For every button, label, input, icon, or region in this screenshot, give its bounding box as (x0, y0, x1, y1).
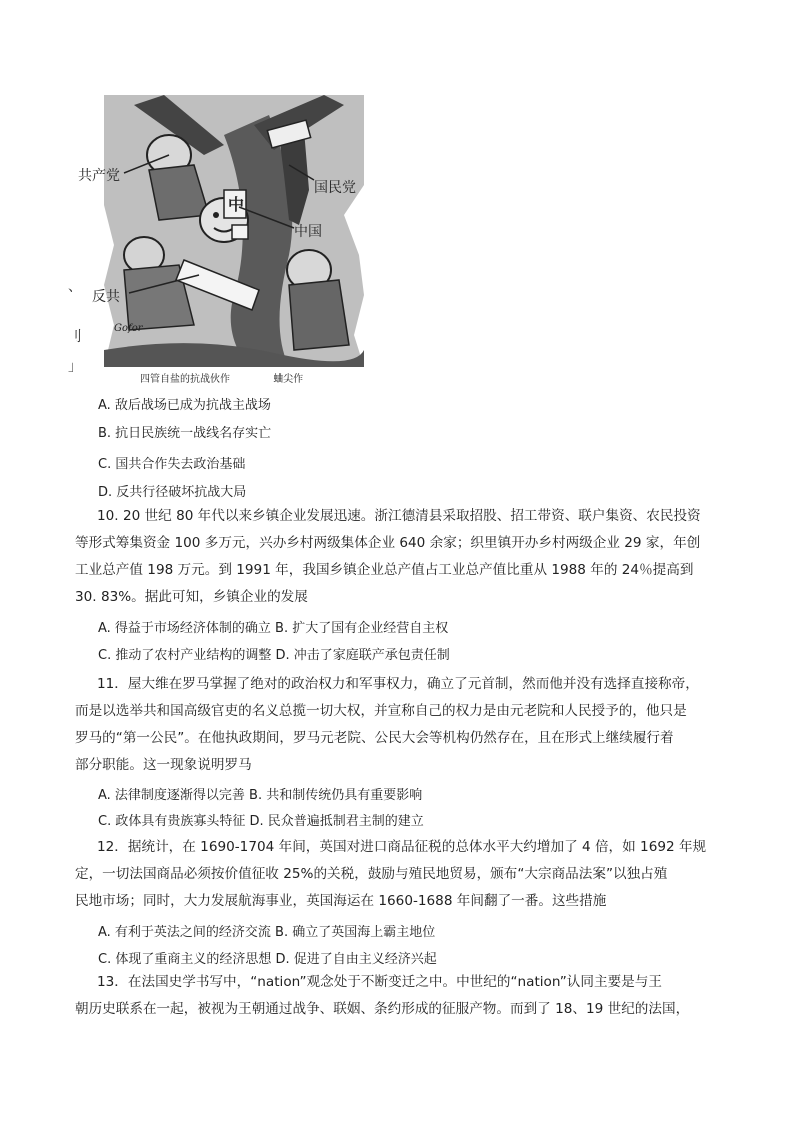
inner-zhong: 中 (228, 195, 245, 214)
q11-line: 而是以选举共和国高级官吏的名义总揽一切大权，并宣称自己的权力是由元老院和人民授予的，他只是 (75, 703, 687, 719)
q9-option-c: C. 国共合作失去政治基础 (98, 457, 246, 472)
q9-option-a: A. 敌后战场已成为抗战主战场 (98, 398, 271, 413)
label-gongchandang: 共产党 (78, 168, 120, 184)
q12-options-ab: A. 有利于英法之间的经济交流 B. 确立了英国海上霸主地位 (98, 925, 436, 940)
cartoon-caption (66, 370, 303, 385)
q11-options-ab: A. 法律制度逐渐得以完善 B. 共和制传统仍具有重要影响 (98, 788, 423, 803)
q10-line: 10. 20 世纪 80 年代以来乡镇企业发展迅速。浙江德清县采取招股、招工带资、联户集资、农民投资 (97, 508, 701, 524)
q11-line: 罗马的“第一公民”。在他执政期间，罗马元老院、公民大会等机构仍然存在，且在形式上继续履行着 (75, 730, 674, 746)
edge-mark-3: 」 (68, 359, 82, 375)
political-cartoon (74, 95, 374, 383)
label-zhongguo: 中国 (294, 224, 322, 240)
q13-line: 13．在法国史学书写中，“nation”观念处于不断变迁之中。中世纪的“nation”认同主要是与王 (97, 974, 662, 990)
q9-option-b: B. 抗日民族统一战线名存实亡 (98, 426, 272, 441)
label-fangong: 反共 (92, 289, 120, 305)
q11-stem (75, 671, 725, 779)
signature: Gofor (114, 323, 143, 334)
q10-options-ab: A. 得益于市场经济体制的确立 B. 扩大了国有企业经营自主权 (98, 621, 449, 636)
q10-options-cd: C. 推动了农村产业结构的调整 D. 冲击了家庭联产承包责任制 (98, 648, 450, 663)
q11-line: 11．屋大维在罗马掌握了绝对的政治权力和军事权力，确立了元首制，然而他并没有选择直接称帝， (97, 676, 699, 692)
cartoon-drawing (74, 95, 374, 383)
q12-line: 民地市场；同时，大力发展航海事业，英国海运在 1660-1688 年间翻了一番。这些措施 (75, 893, 607, 909)
q12-stem (75, 834, 725, 915)
edge-mark-2: 刂 (68, 329, 82, 345)
q11-options-cd: C. 政体具有贵族寡头特征 D. 民众普遍抵制君主制的建立 (98, 814, 424, 829)
q12-line: 定，一切法国商品必须按价值征收 25%的关税，鼓励与殖民地贸易，颁布“大宗商品法案”以独占殖 (75, 866, 668, 882)
figure-lower-right-body (289, 280, 349, 350)
q10-line: 工业总产值 198 万元。到 1991 年，我国乡镇企业总产值占工业总产值比重从 1988 年的 24％提高到 (75, 562, 694, 578)
q9-option-d: D. 反共行径破坏抗战大局 (98, 485, 247, 500)
caption-title: 四管自盐的抗战伙作 (140, 374, 230, 385)
q13-stem (75, 969, 725, 1023)
q11-line: 部分职能。这一现象说明罗马 (75, 757, 252, 773)
q10-line: 等形式筹集资金 100 多万元，兴办乡村两级集体企业 640 余家；织里镇开办乡村两级企业 29 家，年创 (75, 535, 701, 551)
label-guomindang: 国民党 (314, 180, 356, 196)
q12-line: 12．据统计，在 1690-1704 年间，英国对进口商品征税的总体水平大约增加了 4 倍，如 1692 年规 (97, 839, 707, 855)
caption-author: 蛐尖作 (273, 374, 304, 385)
q10-stem (75, 503, 725, 611)
q10-line: 30. 83%。据此可知，乡镇企业的发展 (75, 589, 308, 605)
q13-line: 朝历史联系在一起，被视为王朝通过战争、联姻、条约形成的征服产物。而到了 18、19 世纪的法国， (75, 1001, 690, 1017)
q12-options-cd: C. 体现了重商主义的经济思想 D. 促进了自由主义经济兴起 (98, 952, 437, 967)
edge-mark-1: 、 (68, 279, 82, 295)
